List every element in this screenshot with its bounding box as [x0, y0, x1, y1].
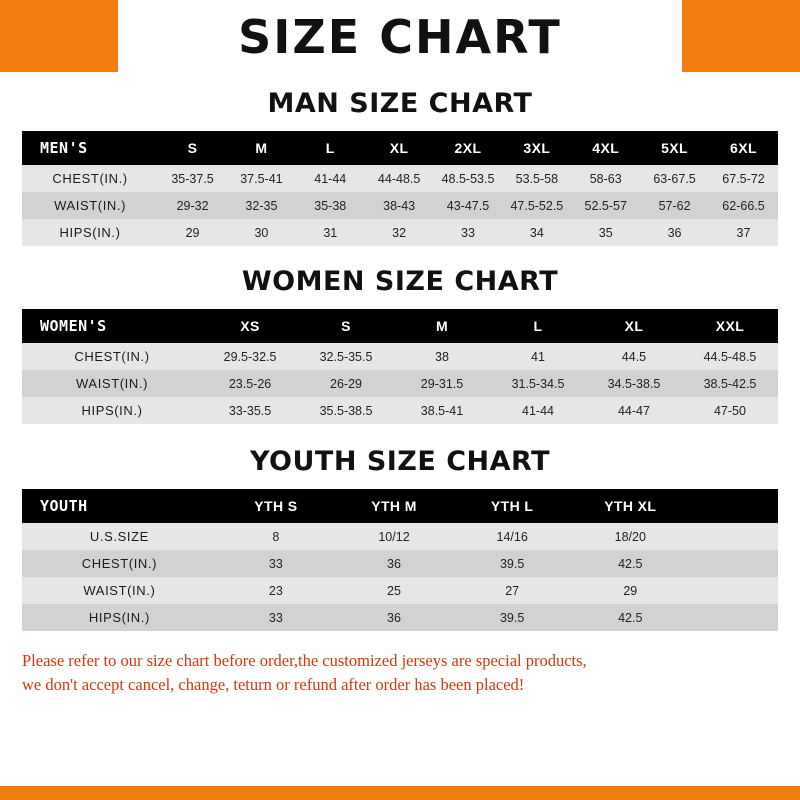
women-cell-2-5: 47-50 — [682, 397, 778, 424]
table-header-row — [22, 131, 778, 165]
women-section-title: WOMEN SIZE CHART — [241, 266, 559, 297]
men-cell-0-8: 67.5-72 — [709, 165, 778, 192]
footer-note — [22, 649, 778, 697]
men-cell-0-6: 58-63 — [571, 165, 640, 192]
women-col-header-1: XS — [202, 309, 298, 343]
men-col-header-3: L — [296, 131, 365, 165]
header-bar — [0, 0, 800, 72]
men-col-header-4: XL — [365, 131, 434, 165]
women-row-label-1: WAIST(IN.) — [22, 370, 202, 397]
youth-size-table — [22, 489, 778, 631]
men-cell-1-2: 35-38 — [296, 192, 365, 219]
women-cell-1-1: 26-29 — [298, 370, 394, 397]
men-cell-2-4: 33 — [434, 219, 503, 246]
women-cell-0-1: 32.5-35.5 — [298, 343, 394, 370]
women-cell-2-2: 38.5-41 — [394, 397, 490, 424]
women-col-header-5: XL — [586, 309, 682, 343]
youth-cell-1-0: 33 — [217, 550, 335, 577]
women-cell-0-5: 44.5-48.5 — [682, 343, 778, 370]
women-cell-1-5: 38.5-42.5 — [682, 370, 778, 397]
youth-cell-1-1: 36 — [335, 550, 453, 577]
table-header-row — [22, 489, 778, 523]
men-col-header-2: M — [227, 131, 296, 165]
men-cell-2-6: 35 — [571, 219, 640, 246]
men-cell-2-1: 30 — [227, 219, 296, 246]
men-cell-0-7: 63-67.5 — [640, 165, 709, 192]
youth-cell-1-2: 39.5 — [453, 550, 571, 577]
women-col-header-3: M — [394, 309, 490, 343]
youth-cell-0-1: 10/12 — [335, 523, 453, 550]
women-cell-2-4: 44-47 — [586, 397, 682, 424]
youth-cell-0-0: 8 — [217, 523, 335, 550]
youth-col-header-2: YTH M — [335, 489, 453, 523]
men-cell-0-1: 37.5-41 — [227, 165, 296, 192]
men-cell-1-1: 32-35 — [227, 192, 296, 219]
men-cell-0-2: 41-44 — [296, 165, 365, 192]
table-row — [22, 192, 778, 219]
youth-cell-3-3: 42.5 — [571, 604, 689, 631]
men-cell-2-2: 31 — [296, 219, 365, 246]
women-cell-2-0: 33-35.5 — [202, 397, 298, 424]
youth-cell-0-spacer — [689, 523, 778, 550]
men-col-header-6: 3XL — [502, 131, 571, 165]
youth-table-body — [22, 523, 778, 631]
men-col-header-5: 2XL — [434, 131, 503, 165]
men-section — [0, 88, 800, 246]
women-section — [0, 266, 800, 424]
page-title: SIZE CHART — [238, 10, 562, 64]
women-cell-1-4: 34.5-38.5 — [586, 370, 682, 397]
men-col-header-0: MEN'S — [22, 131, 158, 165]
youth-row-label-0: U.S.SIZE — [22, 523, 217, 550]
men-cell-0-0: 35-37.5 — [158, 165, 227, 192]
women-row-label-2: HIPS(IN.) — [22, 397, 202, 424]
men-cell-2-5: 34 — [502, 219, 571, 246]
women-table-head — [22, 309, 778, 343]
youth-cell-2-spacer — [689, 577, 778, 604]
table-row — [22, 397, 778, 424]
women-col-header-2: S — [298, 309, 394, 343]
women-col-header-0: WOMEN'S — [22, 309, 202, 343]
youth-col-header-3: YTH L — [453, 489, 571, 523]
table-row — [22, 370, 778, 397]
footer-note-line-1: Please refer to our size chart before order,the customized jerseys are special products, — [22, 651, 587, 670]
table-row — [22, 165, 778, 192]
men-table-body — [22, 165, 778, 246]
youth-row-label-2: WAIST(IN.) — [22, 577, 217, 604]
women-cell-0-0: 29.5-32.5 — [202, 343, 298, 370]
men-cell-0-3: 44-48.5 — [365, 165, 434, 192]
youth-cell-3-spacer — [689, 604, 778, 631]
women-cell-2-1: 35.5-38.5 — [298, 397, 394, 424]
table-row — [22, 523, 778, 550]
youth-cell-2-2: 27 — [453, 577, 571, 604]
youth-cell-0-3: 18/20 — [571, 523, 689, 550]
women-cell-1-3: 31.5-34.5 — [490, 370, 586, 397]
women-cell-0-3: 41 — [490, 343, 586, 370]
youth-cell-3-0: 33 — [217, 604, 335, 631]
men-cell-1-0: 29-32 — [158, 192, 227, 219]
youth-cell-3-1: 36 — [335, 604, 453, 631]
men-table-head — [22, 131, 778, 165]
men-col-header-9: 6XL — [709, 131, 778, 165]
men-cell-1-3: 38-43 — [365, 192, 434, 219]
men-col-header-1: S — [158, 131, 227, 165]
table-row — [22, 550, 778, 577]
youth-section — [0, 446, 800, 631]
women-cell-0-2: 38 — [394, 343, 490, 370]
women-cell-2-3: 41-44 — [490, 397, 586, 424]
youth-cell-1-3: 42.5 — [571, 550, 689, 577]
table-header-row — [22, 309, 778, 343]
table-row — [22, 604, 778, 631]
youth-col-header-spacer — [689, 489, 778, 523]
men-cell-2-3: 32 — [365, 219, 434, 246]
women-cell-0-4: 44.5 — [586, 343, 682, 370]
men-cell-2-0: 29 — [158, 219, 227, 246]
youth-section-title: YOUTH SIZE CHART — [249, 446, 551, 477]
table-row — [22, 343, 778, 370]
youth-row-label-1: CHEST(IN.) — [22, 550, 217, 577]
women-col-header-4: L — [490, 309, 586, 343]
women-col-header-6: XXL — [682, 309, 778, 343]
men-row-label-0: CHEST(IN.) — [22, 165, 158, 192]
men-cell-2-8: 37 — [709, 219, 778, 246]
men-section-title: MAN SIZE CHART — [267, 88, 533, 119]
men-cell-1-8: 62-66.5 — [709, 192, 778, 219]
men-cell-0-5: 53.5-58 — [502, 165, 571, 192]
men-cell-1-6: 52.5-57 — [571, 192, 640, 219]
men-cell-1-7: 57-62 — [640, 192, 709, 219]
women-cell-1-2: 29-31.5 — [394, 370, 490, 397]
men-col-header-7: 4XL — [571, 131, 640, 165]
bottom-accent-bar — [0, 786, 800, 800]
men-size-table — [22, 131, 778, 246]
men-cell-1-4: 43-47.5 — [434, 192, 503, 219]
women-row-label-0: CHEST(IN.) — [22, 343, 202, 370]
youth-col-header-1: YTH S — [217, 489, 335, 523]
youth-cell-0-2: 14/16 — [453, 523, 571, 550]
table-row — [22, 577, 778, 604]
men-cell-0-4: 48.5-53.5 — [434, 165, 503, 192]
men-cell-2-7: 36 — [640, 219, 709, 246]
table-row — [22, 219, 778, 246]
men-row-label-1: WAIST(IN.) — [22, 192, 158, 219]
youth-cell-3-2: 39.5 — [453, 604, 571, 631]
women-cell-1-0: 23.5-26 — [202, 370, 298, 397]
women-size-table — [22, 309, 778, 424]
youth-row-label-3: HIPS(IN.) — [22, 604, 217, 631]
youth-table-head — [22, 489, 778, 523]
youth-cell-1-spacer — [689, 550, 778, 577]
men-cell-1-5: 47.5-52.5 — [502, 192, 571, 219]
men-col-header-8: 5XL — [640, 131, 709, 165]
women-table-body — [22, 343, 778, 424]
youth-cell-2-3: 29 — [571, 577, 689, 604]
footer-note-line-2: we don't accept cancel, change, teturn or refund after order has been placed! — [22, 674, 525, 694]
men-row-label-2: HIPS(IN.) — [22, 219, 158, 246]
youth-cell-2-1: 25 — [335, 577, 453, 604]
youth-cell-2-0: 23 — [217, 577, 335, 604]
youth-col-header-0: YOUTH — [22, 489, 217, 523]
youth-col-header-4: YTH XL — [571, 489, 689, 523]
